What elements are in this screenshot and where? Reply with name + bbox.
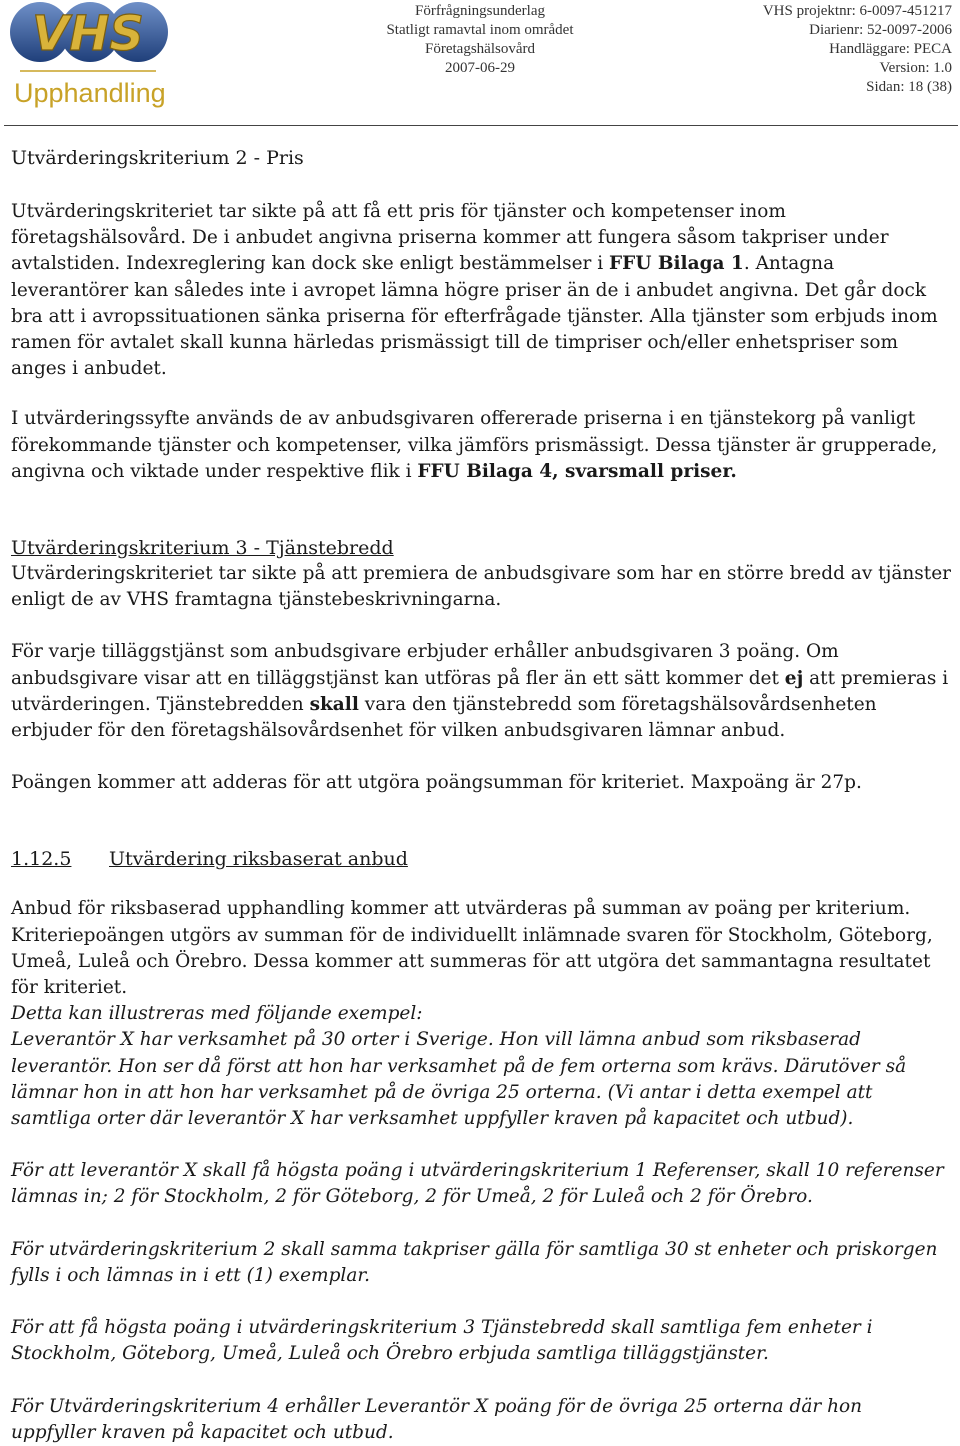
criterion-2-paragraph-2: I utvärderingssyfte används de av anbudsgivaren offererade priserna i en tjänstekorg på vanligt förekommande tjänster och kompetenser, vilka jämförs prismässigt. Dessa tjänster är grupperade, angivna och viktade under respektive flik i FFU Bilaga 4, svarsmall priser. [11,408,938,482]
header-document-info [340,2,620,78]
header-version: Version: 1.0 [879,60,952,76]
header-diary-number: Diarienr: 52-0097-2006 [809,22,952,38]
section-number: 1.12.5 [11,848,72,871]
section-1-12-5-heading [11,846,951,872]
page-header [0,0,960,128]
header-handler: Handläggare: PECA [829,41,952,57]
criterion-2-paragraph-1: Utvärderingskriteriet tar sikte på att få ett pris för tjänster och kompetenser inom företagshälsovård. De i anbudet angivna priserna kommer att fungera såsom takpriser under avtalstiden. Indexreglering kan dock ske enligt bestämmelser i FFU Bilaga 1. Antagna leverantörer kan således inte i avropet lämna högre priser än de i anbudet angivna. Det går dock bra att i avropssituationen sänka priserna för efterfrågade tjänster. Alla tjänster som erbjuds inom ramen för avtalet skall kunna härledas prismässigt till de timpriser och/eller enhetspriser som anges i anbudet. [11,201,938,380]
criterion-3-paragraph-1: Utvärderingskriteriet tar sikte på att premiera de anbudsgivare som har en större bredd av tjänster enligt de av VHS framtagna tjänstebeskrivningarna. [11,563,951,611]
example-paragraph-2: För att leverantör X skall få högsta poäng i utvärderingskriterium 1 Referenser, skall 10 referenser lämnas in; 2 för Stockholm, 2 för Göteborg, 2 för Umeå, 2 för Luleå och 2 för Örebro. [11,1160,944,1208]
header-doc-type: Förfrågningsunderlag [415,3,545,19]
example-paragraph-5: För Utvärderingskriterium 4 erhåller Leverantör X poäng för de övriga 25 orterna där hon uppfyller kraven på kapacitet och utbud. [11,1395,863,1443]
svg-text:VHS: VHS [32,6,144,62]
criterion-2-heading: Utvärderingskriterium 2 - Pris [11,147,304,169]
ffu-bilaga-4-reference: FFU Bilaga 4, svarsmall priser. [417,460,737,482]
header-doc-scope: Statligt ramavtal inom området [386,22,574,38]
section-title: Utvärdering riksbaserat anbud [109,848,408,871]
vhs-upphandling-logo [8,0,168,112]
header-reference-info [692,2,952,97]
example-paragraph-1: Leverantör X har verksamhet på 30 orter i Sverige. Hon vill lämna anbud som riksbaserad leverantör. Hon ser då först att hon har verksamhet på de fem orterna som krävs. Därutöver så lämnar hon in att hon har verksamhet på de övriga 25 orterna. (Vi antar i detta exempel att samtliga orter där leverantör X har verksamhet uppfyller kraven på kapacitet och utbud). [11,1029,907,1130]
page-content [11,145,951,1446]
criterion-3-paragraph-3: Poängen kommer att adderas för att utgöra poängsumman för kriteriet. Maxpoäng är 27p. [11,772,862,794]
header-page-number: Sidan: 18 (38) [866,79,952,95]
example-paragraph-3: För utvärderingskriterium 2 skall samma takpriser gälla för samtliga 30 st enheter och priskorgen fylls i och lämnas in i ett (1) exemplar. [11,1238,938,1286]
header-divider [4,125,958,126]
criterion-3-heading: Utvärderingskriterium 3 - Tjänstebredd [11,537,394,560]
section-paragraph-1: Anbud för riksbaserad upphandling kommer att utvärderas på summan av poäng per kriterium. Kriteriepoängen utgörs av summan för de individuellt inlämnade svaren för Stockholm, Göteborg, Umeå, Luleå och Örebro. Dessa kommer att summeras för att utgöra det sammantagna resultatet för kriteriet. [11,898,933,999]
header-doc-area: Företagshälsovård [425,41,535,57]
header-project-number: VHS projektnr: 6-0097-451217 [762,3,952,19]
ffu-bilaga-1-reference: FFU Bilaga 1 [609,253,744,275]
criterion-3-paragraph-2: För varje tilläggstjänst som anbudsgivare erbjuder erhåller anbudsgivaren 3 poäng. Om anbudsgivare visar att en tilläggstjänst kan utföras på fler än ett sätt kommer det ej att premieras i utvärderingen. Tjänstebredden skall vara den tjänstebredd som företagshälsovårdsenheten erbjuder för den företagshälsovårdsenhet för vilken anbudsgivaren lämnar anbud. [11,641,949,742]
example-paragraph-4: För att få högsta poäng i utvärderingskriterium 3 Tjänstebredd skall samtliga fem enheter i Stockholm, Göteborg, Umeå, Luleå och Örebro erbjuda samtliga tilläggstjänster. [11,1317,873,1365]
svg-text:Upphandling: Upphandling [14,78,166,108]
header-doc-date: 2007-06-29 [445,60,515,76]
example-intro: Detta kan illustreras med följande exempel: [11,1003,423,1025]
